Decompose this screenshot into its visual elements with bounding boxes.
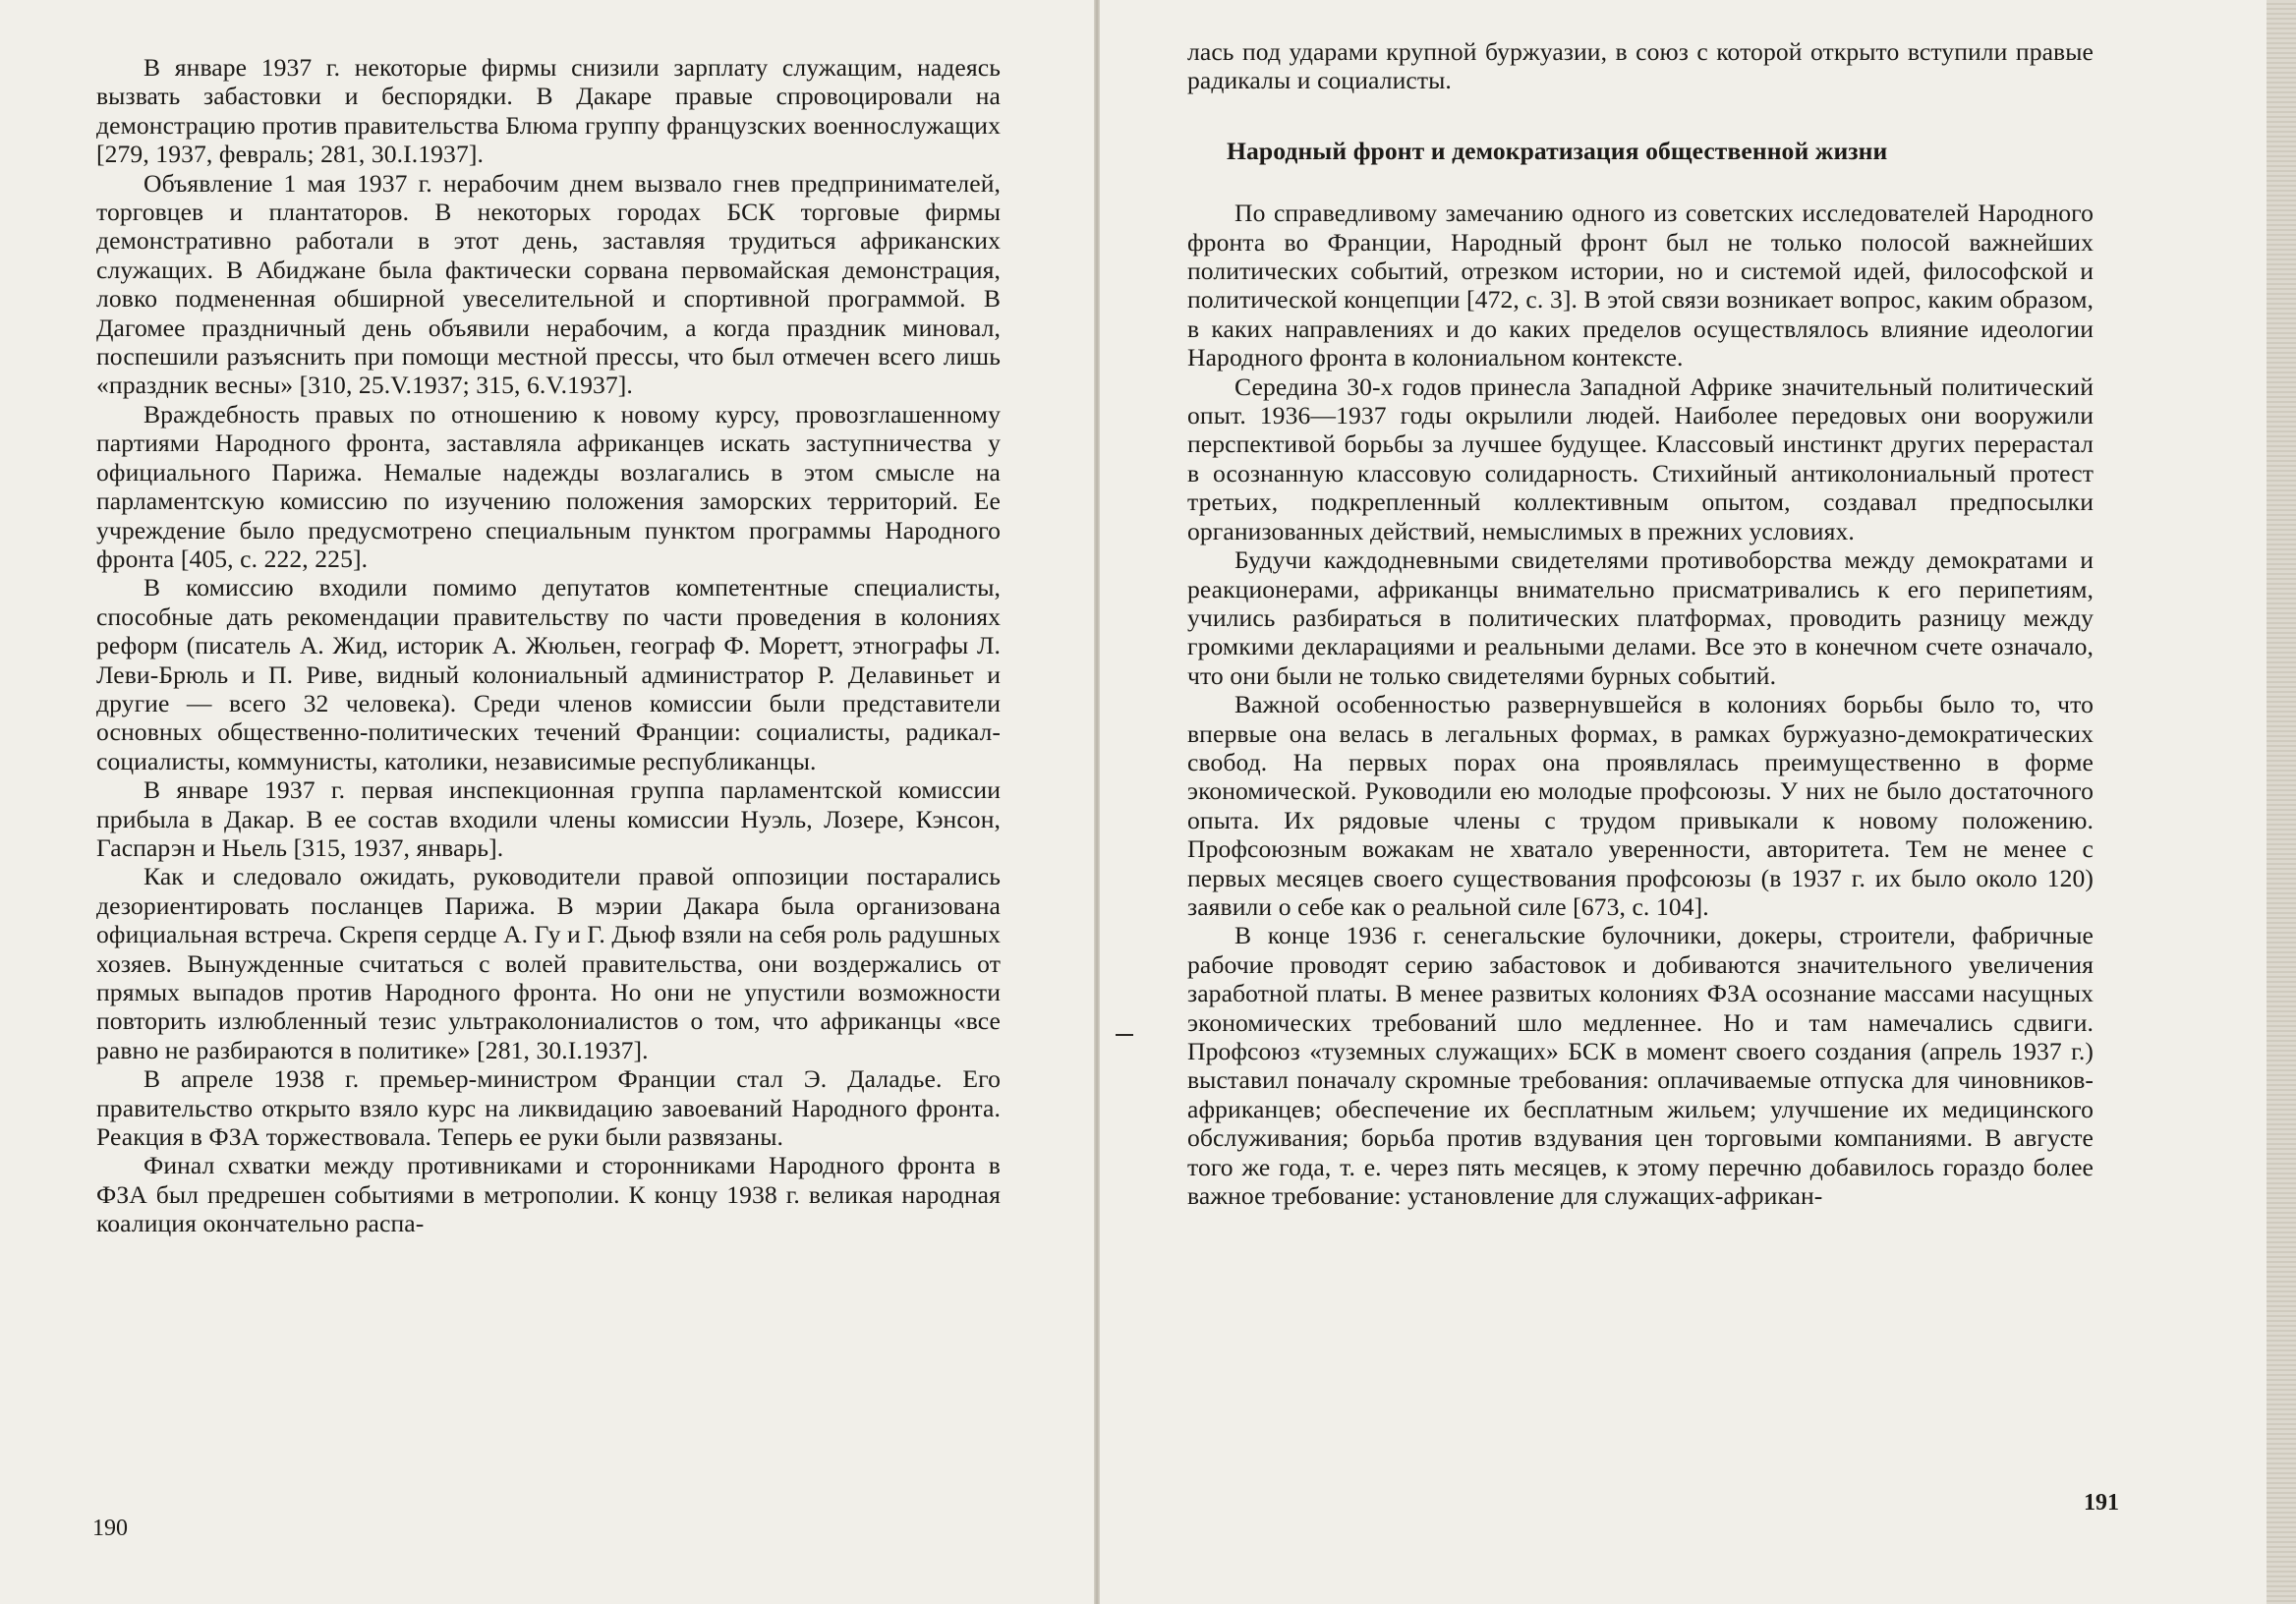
left-paragraph-3: Враждебность правых по отношению к новому курсу, провозглашенному партиями Народного фронта, заставляла африканцев искать заступничества у официального Парижа. Немалые надежды возлагались в этом смысле на парламентскую комиссию по изучению положения заморских территорий. Ее учреждение было предусмотрено специальным пунктом программы Народного фронта [405, с. 222, 225]. xyxy=(96,399,1001,573)
left-paragraph-2: Объявление 1 мая 1937 г. нерабочим днем вызвало гнев предпринимателей, торговцев и плантаторов. В некоторых городах БСК торговые фирмы демонстративно работали в этот день, заставляя трудиться африканских служащих. В Абиджане была фактически сорвана первомайская демонстрация, ловко подмененная обширной увеселительной и спортивной программой. В Дагомее праздничный день объявили нерабочим, а когда праздник миновал, поспешили разъяснить при помощи местной прессы, что был отмечен всего лишь «праздник весны» [310, 25.V.1937; 315, 6.V.1937]. xyxy=(96,168,1001,400)
page-edge xyxy=(2267,0,2296,1604)
right-paragraph-2: Середина 30-х годов принесла Западной Африке значительный политический опыт. 1936—1937 годы окрылили людей. Наиболее передовых они вооружили перспективой борьбы за лучшее будущее. Классовый инстинкт других перерастал в осознанную классовую солидарность. Стихийный антиколониальный протест третьих, подкрепленный коллективным опытом, создавал предпосылки организованных действий, немыслимых в прежних условиях. xyxy=(1187,372,2094,545)
right-paragraph-1: По справедливому замечанию одного из советских исследователей Народного фронта во Франции, Народный фронт был не только полосой важнейших политических событий, отрезком истории, но и системой идей, философской и политической концепции [472, с. 3]. В этой связи возникает вопрос, каким образом, в каких направлениях и до каких пределов осуществлялось влияние идеологии Народного фронта в колониальном контексте. xyxy=(1187,199,2094,372)
page-number-right: 191 xyxy=(2084,1490,2119,1516)
right-page-text xyxy=(1187,37,2094,1210)
left-page-text xyxy=(96,53,1001,1238)
left-paragraph-7: В апреле 1938 г. премьер-министром Франции стал Э. Даладье. Его правительство открыто взяло курс на ликвидацию завоеваний Народного фронта. Реакция в ФЗА торжествовала. Теперь ее руки были развязаны. xyxy=(96,1064,1001,1152)
left-page xyxy=(0,0,1094,1604)
left-paragraph-1: В январе 1937 г. некоторые фирмы снизили зарплату служащим, надеясь вызвать забастовки и беспорядки. В Дакаре правые спровоцировали на демонстрацию против правительства Блюма группу французских военнослужащих [279, 1937, февраль; 281, 30.I.1937]. xyxy=(96,53,1001,169)
left-paragraph-8: Финал схватки между противниками и сторонниками Народного фронта в ФЗА был предрешен событиями в метрополии. К концу 1938 г. великая народная коалиция окончательно распа- xyxy=(96,1151,1001,1238)
left-paragraph-5: В январе 1937 г. первая инспекционная группа парламентской комиссии прибыла в Дакар. В ее состав входили члены комиссии Нуэль, Лозере, Кэнсон, Гаспарэн и Ньель [315, 1937, январь]. xyxy=(96,775,1001,862)
left-paragraph-4: В комиссию входили помимо депутатов компетентные специалисты, способные дать рекомендации правительству по части проведения в колониях реформ (писатель А. Жид, историк А. Жюльен, географ Ф. Моретт, этнографы Л. Леви-Брюль и П. Риве, видный колониальный администратор Р. Делавиньет и другие — всего 32 человека). Среди членов комиссии были представители основных общественно-политических течений Франции: социалисты, радикал-социалисты, коммунисты, католики, независимые республиканцы. xyxy=(96,573,1001,775)
right-page xyxy=(1100,0,2267,1604)
right-paragraph-5: В конце 1936 г. сенегальские булочники, докеры, строители, фабричные рабочие проводят серию забастовок и добиваются значительного увеличения заработной платы. В менее развитых колониях ФЗА осознание массами насущных экономических требований шло медленнее. Но и там намечались сдвиги. Профсоюз «туземных служащих» БСК в момент своего создания (апрель 1937 г.) выставил поначалу скромные требования: оплачиваемые отпуска для чиновников-африканцев; обеспечение их бесплатным жильем; улучшение их медицинского обслуживания; борьба против вздувания цен торговыми компаниями. В августе того же года, т. е. через пять месяцев, к этому перечню добавилось гораздо более важное требование: установление для служащих-африкан- xyxy=(1187,921,2094,1211)
right-paragraph-4: Важной особенностью развернувшейся в колониях борьбы было то, что впервые она велась в легальных формах, в рамках буржуазно-демократических свобод. На первых порах она проявлялась преимущественно в форме экономической. Руководили ею молодые профсоюзы. У них не было достаточного опыта. Их рядовые члены с трудом привыкали к новому положению. Профсоюзным вожакам не хватало уверенности, авторитета. Тем не менее с первых месяцев своего существования профсоюзы (в 1937 г. их было около 120) заявили о себе как о реальной силе [673, с. 104]. xyxy=(1187,690,2094,921)
left-paragraph-6: Как и следовало ожидать, руководители правой оппозиции постарались дезориентировать посланцев Парижа. В мэрии Дакара была организована официальная встреча. Скрепя сердце А. Гу и Г. Дьюф взяли на себя роль радушных хозяев. Вынужденные считаться с волей правительства, они воздержались от прямых выпадов против Народного фронта. Но они не упустили возможности повторить излюбленный тезис ультраколониалистов о том, что африканцы «все равно не разбираются в политике» [281, 30.I.1937]. xyxy=(96,862,1001,1064)
right-continuation-paragraph: лась под ударами крупной буржуазии, в союз с которой открыто вступили правые радикалы и социалисты. xyxy=(1187,37,2094,95)
right-paragraph-3: Будучи каждодневными свидетелями противоборства между демократами и реакционерами, африканцы внимательно присматривались к его перипетиям, учились разбираться в политических платформах, проводить разницу между громкими декларациями и реальными делами. Все это в конечном счете означало, что они были не только свидетелями бурных событий. xyxy=(1187,545,2094,690)
section-heading: Народный фронт и демократизация общественной жизни xyxy=(1227,136,1888,165)
page-number-left: 190 xyxy=(92,1516,128,1541)
